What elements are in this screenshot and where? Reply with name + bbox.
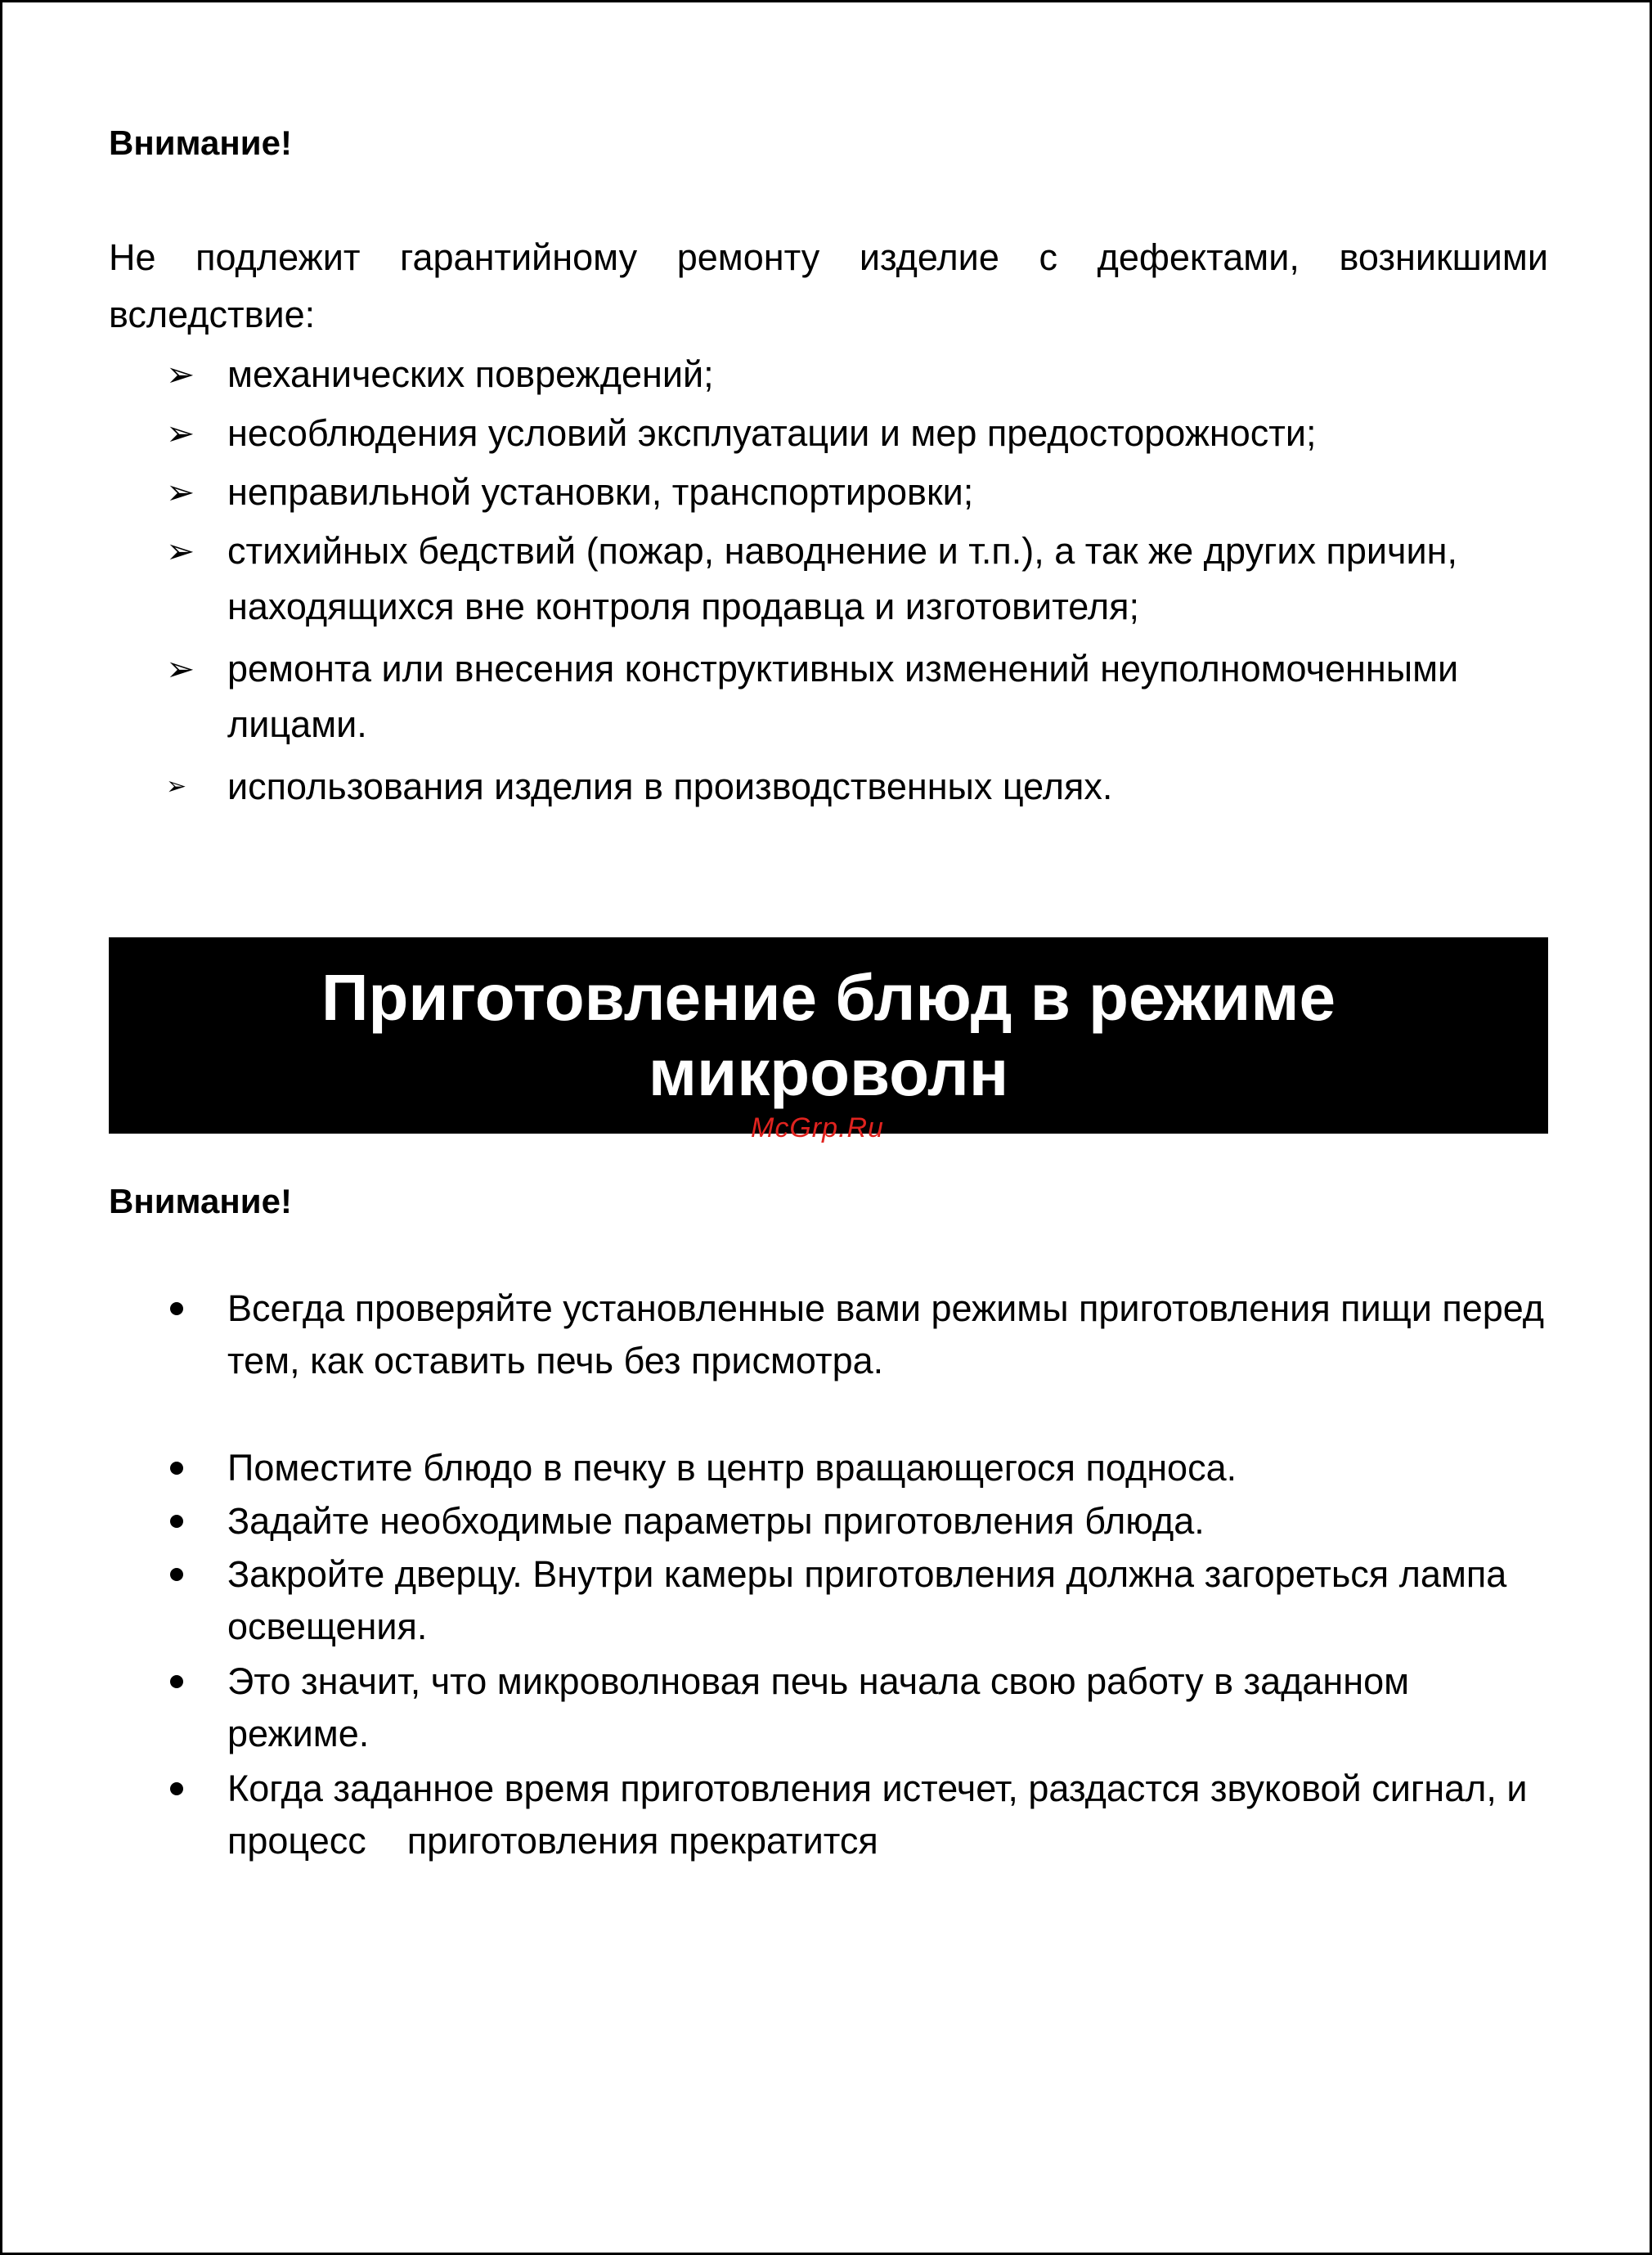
bullet-dot-icon (170, 1675, 183, 1688)
instruction-item-3: Задайте необходимые параметры приготовления блюда. (109, 1495, 1548, 1548)
bullet-dot-icon (170, 1515, 183, 1528)
arrow-bullet-icon: ➢ (166, 531, 195, 571)
exclusion-item-1: ➢ механических повреждений; (109, 347, 1548, 402)
arrow-bullet-icon: ➢ (166, 472, 195, 512)
instruction-item-2: Поместите блюдо в печку в центр вращающегося подноса. (109, 1442, 1548, 1494)
bullet-dot-icon (170, 1782, 183, 1795)
exclusion-item-3: ➢ неправильной установки, транспортировки; (109, 465, 1548, 520)
instruction-item-1: Всегда проверяйте установленные вами режимы приготовления пищи перед тем, как оставить печь без присмотра. (109, 1282, 1548, 1387)
warranty-intro: Не подлежит гарантийному ремонту изделие с дефектами, возникшими вследствие: (109, 236, 1548, 335)
arrow-bullet-icon: ➢ (166, 413, 195, 453)
warning-heading-1: Внимание! (109, 124, 292, 162)
instruction-item-6: Когда заданное время приготовления истечет, раздастся звуковой сигнал, и процесс приготовления прекратится (109, 1763, 1548, 1867)
instruction-item-4: Закройте дверцу. Внутри камеры приготовления должна загореться лампа освещения. (109, 1548, 1548, 1653)
exclusion-item-5: ➢ ремонта или внесения конструктивных изменений неуполномоченными лицами. (109, 641, 1548, 752)
arrow-bullet-icon: ➢ (166, 649, 195, 689)
watermark: McGrp.Ru (751, 1112, 884, 1143)
bullet-dot-icon (170, 1302, 183, 1315)
bullet-dot-icon (170, 1462, 183, 1475)
instruction-item-5: Это значит, что микроволновая печь начала свою работу в заданном режиме. (109, 1655, 1548, 1760)
bullet-dot-icon (170, 1568, 183, 1581)
warning-heading-2: Внимание! (109, 1182, 292, 1220)
exclusion-item-6: ➢ использования изделия в производственных целях. (109, 759, 1548, 815)
exclusion-item-2: ➢ несоблюдения условий эксплуатации и мер предосторожности; (109, 406, 1548, 461)
exclusion-item-4: ➢ стихийных бедствий (пожар, наводнение и т.п.), а так же других причин, находящихся вне контроля продавца и изготовителя; (109, 523, 1548, 635)
section-title-banner (109, 937, 1548, 1134)
section-title: Приготовление блюд в режиме микроволн (321, 961, 1336, 1109)
arrow-bullet-icon: ➢ (166, 772, 187, 801)
arrow-bullet-icon: ➢ (166, 354, 195, 394)
